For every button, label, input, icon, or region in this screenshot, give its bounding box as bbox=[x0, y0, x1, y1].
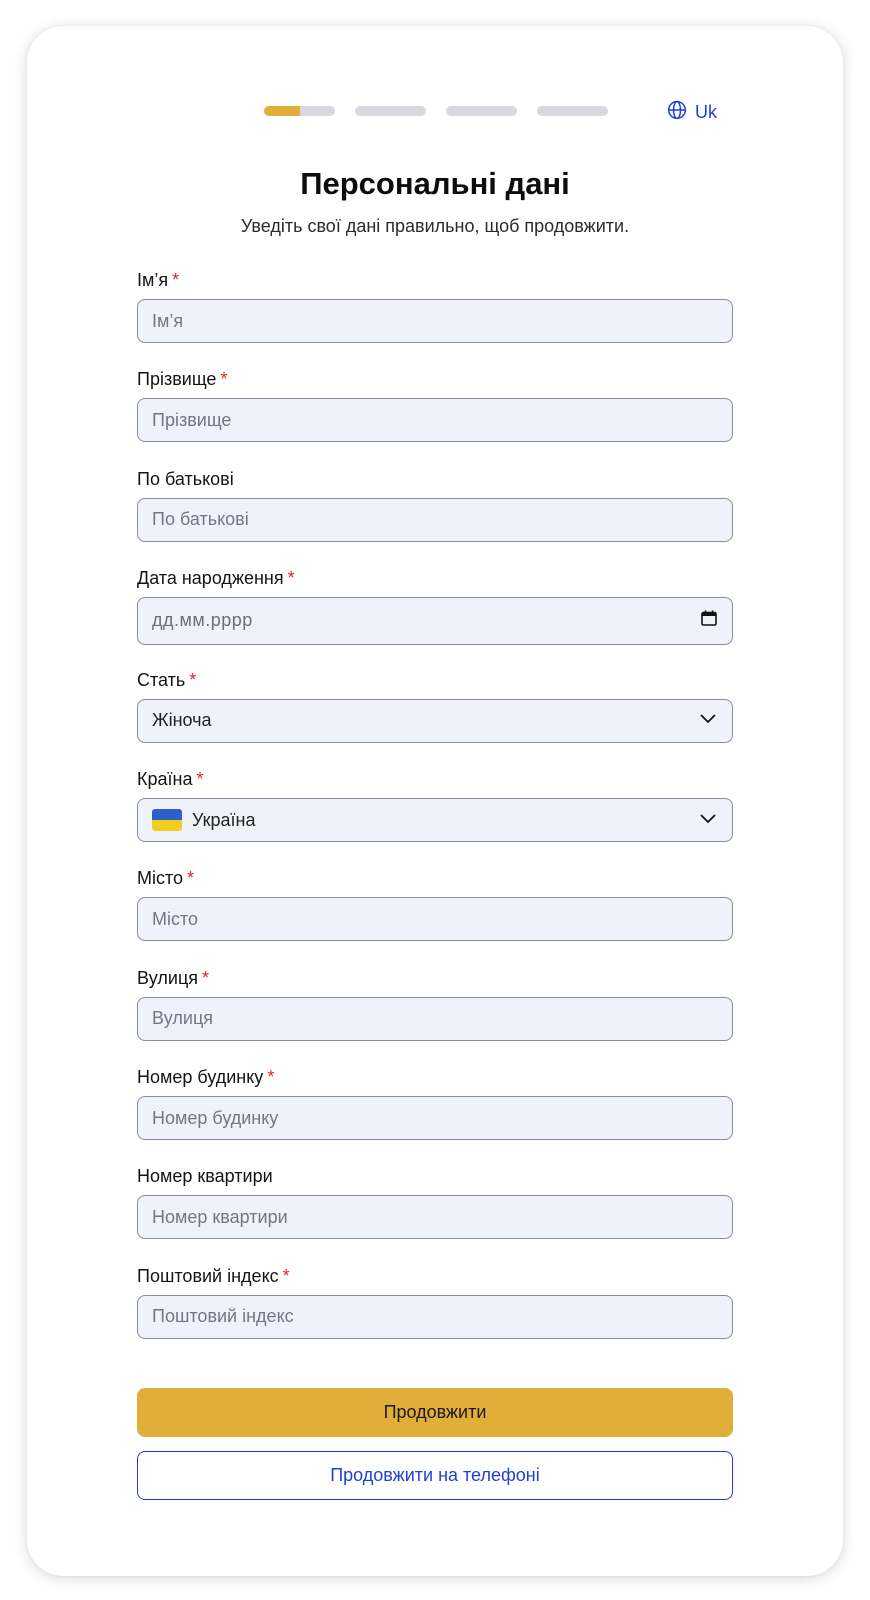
first-name-field bbox=[137, 268, 733, 367]
required-marker: * bbox=[189, 669, 197, 690]
patronymic-input[interactable] bbox=[152, 509, 718, 530]
gender-label: Стать * bbox=[137, 669, 197, 690]
first-name-label: Ім’я * bbox=[137, 270, 180, 290]
postal-code-input[interactable] bbox=[152, 1306, 718, 1327]
last-name-label: Прізвище * bbox=[137, 369, 228, 390]
calendar-icon[interactable] bbox=[700, 609, 718, 632]
city-field bbox=[137, 866, 733, 965]
required-marker: * bbox=[267, 1067, 275, 1088]
apartment-number-field bbox=[137, 1164, 733, 1263]
country-label: Країна * bbox=[137, 769, 204, 790]
house-number-field bbox=[137, 1065, 733, 1164]
page-title: Персональні дані bbox=[300, 166, 570, 201]
street-label: Вулиця * bbox=[137, 967, 210, 988]
progress-step-2 bbox=[355, 106, 426, 116]
progress-indicator bbox=[264, 106, 608, 116]
continue-button[interactable]: Продовжити bbox=[137, 1388, 733, 1437]
apartment-number-input[interactable] bbox=[152, 1207, 718, 1228]
language-label: Uk bbox=[695, 102, 717, 122]
city-label: Місто * bbox=[137, 868, 195, 889]
house-number-input[interactable] bbox=[152, 1108, 718, 1129]
birth-date-label: Дата народження * bbox=[137, 567, 295, 588]
language-selector[interactable] bbox=[667, 100, 717, 125]
apartment-number-label: Номер квартири bbox=[137, 1166, 273, 1187]
country-value: Україна bbox=[192, 809, 256, 830]
postal-code-field bbox=[137, 1264, 733, 1363]
required-marker: * bbox=[220, 369, 228, 390]
birth-date-input[interactable] bbox=[137, 597, 733, 645]
personal-data-form bbox=[137, 268, 733, 1363]
patronymic-field bbox=[137, 467, 733, 566]
house-number-label: Номер будинку * bbox=[137, 1067, 275, 1088]
required-marker: * bbox=[202, 967, 210, 988]
progress-step-3 bbox=[446, 106, 517, 116]
postal-code-label: Поштовий індекс * bbox=[137, 1265, 290, 1286]
required-marker: * bbox=[172, 270, 180, 290]
first-name-input[interactable] bbox=[152, 311, 718, 332]
required-marker: * bbox=[196, 769, 204, 790]
page-subtitle: Уведіть свої дані правильно, щоб продовжити. bbox=[240, 216, 630, 236]
progress-step-1-fill bbox=[264, 106, 300, 116]
street-input[interactable] bbox=[152, 1008, 718, 1029]
city-input[interactable] bbox=[152, 909, 718, 930]
country-select[interactable] bbox=[137, 798, 733, 842]
patronymic-label: По батькові bbox=[137, 468, 234, 489]
progress-step-1 bbox=[264, 106, 335, 116]
last-name-input[interactable] bbox=[152, 410, 718, 431]
birth-date-field bbox=[137, 566, 733, 668]
gender-select[interactable] bbox=[137, 699, 733, 743]
required-marker: * bbox=[287, 567, 295, 588]
street-field bbox=[137, 966, 733, 1065]
last-name-field bbox=[137, 367, 733, 466]
country-field bbox=[137, 767, 733, 866]
required-marker: * bbox=[187, 868, 195, 889]
gender-value: Жіноча bbox=[152, 710, 212, 731]
birth-date-placeholder: дд.мм.рррр bbox=[152, 610, 253, 631]
form-card bbox=[27, 26, 843, 1576]
required-marker: * bbox=[282, 1265, 290, 1286]
progress-step-4 bbox=[537, 106, 608, 116]
chevron-down-icon bbox=[698, 808, 718, 833]
gender-field bbox=[137, 668, 733, 767]
continue-on-phone-button[interactable]: Продовжити на телефоні bbox=[137, 1451, 733, 1500]
chevron-down-icon bbox=[698, 708, 718, 733]
globe-icon bbox=[667, 100, 687, 125]
ukraine-flag-icon bbox=[152, 809, 182, 831]
